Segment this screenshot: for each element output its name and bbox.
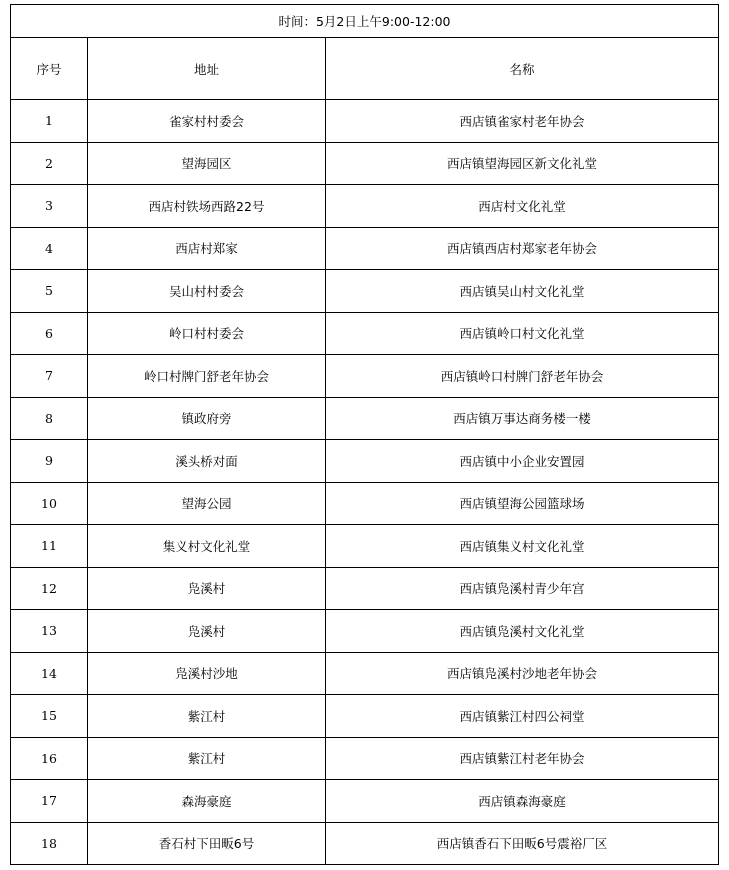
table-row bbox=[11, 270, 719, 313]
table-row bbox=[11, 185, 719, 228]
venue-name-cell: 西店镇望海公园篮球场 bbox=[326, 482, 719, 525]
address-cell: 凫溪村 bbox=[88, 567, 326, 610]
table-row bbox=[11, 100, 719, 143]
venue-name-cell: 西店镇香石下田畈6号震裕厂区 bbox=[326, 822, 719, 865]
row-number-cell: 2 bbox=[11, 142, 88, 185]
venue-name-cell: 西店镇雀家村老年协会 bbox=[326, 100, 719, 143]
address-cell: 集义村文化礼堂 bbox=[88, 525, 326, 568]
table-row bbox=[11, 482, 719, 525]
row-number-cell: 5 bbox=[11, 270, 88, 313]
address-cell: 凫溪村 bbox=[88, 610, 326, 653]
table-row bbox=[11, 397, 719, 440]
address-cell: 紫江村 bbox=[88, 695, 326, 738]
row-number-cell: 11 bbox=[11, 525, 88, 568]
venue-name-cell: 西店镇集义村文化礼堂 bbox=[326, 525, 719, 568]
row-number-cell: 7 bbox=[11, 355, 88, 398]
address-cell: 镇政府旁 bbox=[88, 397, 326, 440]
table-row bbox=[11, 440, 719, 483]
address-cell: 望海公园 bbox=[88, 482, 326, 525]
address-cell: 西店村铁场西路22号 bbox=[88, 185, 326, 228]
address-cell: 岭口村村委会 bbox=[88, 312, 326, 355]
address-cell: 西店村郑家 bbox=[88, 227, 326, 270]
schedule-table bbox=[10, 4, 719, 865]
header-name: 名称 bbox=[326, 38, 719, 100]
venue-name-cell: 西店镇万事达商务楼一楼 bbox=[326, 397, 719, 440]
address-cell: 吴山村村委会 bbox=[88, 270, 326, 313]
row-number-cell: 6 bbox=[11, 312, 88, 355]
venue-name-cell: 西店镇森海豪庭 bbox=[326, 780, 719, 823]
venue-name-cell: 西店镇凫溪村沙地老年协会 bbox=[326, 652, 719, 695]
table-row bbox=[11, 610, 719, 653]
row-number-cell: 14 bbox=[11, 652, 88, 695]
row-number-cell: 1 bbox=[11, 100, 88, 143]
venue-name-cell: 西店镇紫江村老年协会 bbox=[326, 737, 719, 780]
row-number-cell: 9 bbox=[11, 440, 88, 483]
table-row bbox=[11, 695, 719, 738]
table-row bbox=[11, 822, 719, 865]
venue-name-cell: 西店镇凫溪村青少年宫 bbox=[326, 567, 719, 610]
row-number-cell: 18 bbox=[11, 822, 88, 865]
table-row bbox=[11, 312, 719, 355]
address-cell: 森海豪庭 bbox=[88, 780, 326, 823]
header-address: 地址 bbox=[88, 38, 326, 100]
venue-name-cell: 西店村文化礼堂 bbox=[326, 185, 719, 228]
venue-name-cell: 西店镇中小企业安置园 bbox=[326, 440, 719, 483]
row-number-cell: 17 bbox=[11, 780, 88, 823]
row-number-cell: 3 bbox=[11, 185, 88, 228]
table-row bbox=[11, 780, 719, 823]
row-number-cell: 4 bbox=[11, 227, 88, 270]
row-number-cell: 10 bbox=[11, 482, 88, 525]
venue-name-cell: 西店镇望海园区新文化礼堂 bbox=[326, 142, 719, 185]
table-row bbox=[11, 567, 719, 610]
venue-name-cell: 西店镇吴山村文化礼堂 bbox=[326, 270, 719, 313]
header-row bbox=[11, 38, 719, 100]
venue-name-cell: 西店镇岭口村牌门舒老年协会 bbox=[326, 355, 719, 398]
address-cell: 紫江村 bbox=[88, 737, 326, 780]
table-row bbox=[11, 652, 719, 695]
table-row bbox=[11, 737, 719, 780]
address-cell: 凫溪村沙地 bbox=[88, 652, 326, 695]
venue-name-cell: 西店镇岭口村文化礼堂 bbox=[326, 312, 719, 355]
address-cell: 岭口村牌门舒老年协会 bbox=[88, 355, 326, 398]
address-cell: 香石村下田畈6号 bbox=[88, 822, 326, 865]
address-cell: 望海园区 bbox=[88, 142, 326, 185]
row-number-cell: 13 bbox=[11, 610, 88, 653]
table-row bbox=[11, 142, 719, 185]
row-number-cell: 15 bbox=[11, 695, 88, 738]
venue-name-cell: 西店镇西店村郑家老年协会 bbox=[326, 227, 719, 270]
table-title: 时间：5月2日上午9:00-12:00 bbox=[11, 5, 719, 38]
venue-name-cell: 西店镇紫江村四公祠堂 bbox=[326, 695, 719, 738]
venue-name-cell: 西店镇凫溪村文化礼堂 bbox=[326, 610, 719, 653]
address-cell: 溪头桥对面 bbox=[88, 440, 326, 483]
title-row bbox=[11, 5, 719, 38]
table-row bbox=[11, 355, 719, 398]
table-row bbox=[11, 227, 719, 270]
row-number-cell: 12 bbox=[11, 567, 88, 610]
table-body bbox=[11, 100, 719, 865]
header-no: 序号 bbox=[11, 38, 88, 100]
row-number-cell: 8 bbox=[11, 397, 88, 440]
address-cell: 雀家村村委会 bbox=[88, 100, 326, 143]
table-row bbox=[11, 525, 719, 568]
row-number-cell: 16 bbox=[11, 737, 88, 780]
